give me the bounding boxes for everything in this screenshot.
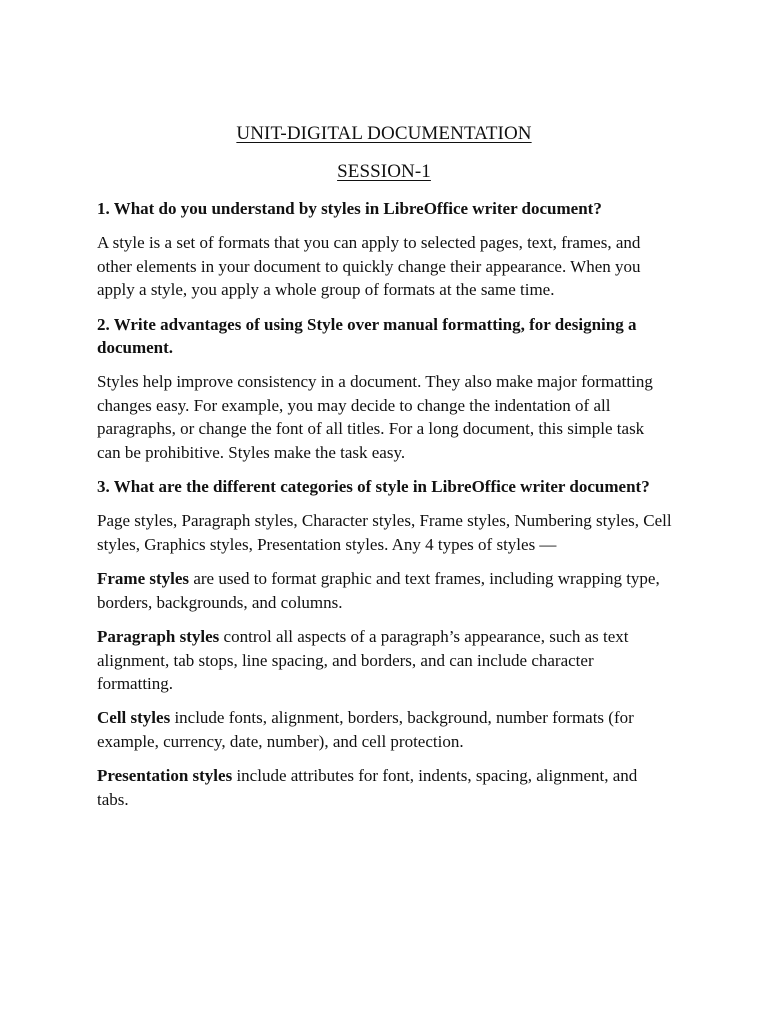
question-3: 3. What are the different categories of style in LibreOffice writer document? [97,477,650,497]
cell-styles-paragraph [97,706,672,753]
question-1: 1. What do you understand by styles in LibreOffice writer document? [97,199,602,218]
paragraph-styles-description: control all aspects of a paragraph’s appearance, such as text alignment, tab stops, line spacing, and borders, and can include character formatting. [97,627,629,693]
presentation-styles-term: Presentation styles [97,766,233,786]
document-title: UNIT-DIGITAL DOCUMENTATION [236,123,532,144]
paragraph-styles-term: Paragraph styles [97,627,220,647]
answer-2: Styles help improve consistency in a document. They also make major formatting changes easy. For example, you may decide to change the indentation of all paragraphs, or change the font of all titles. For a long document, this simple task can be prohibitive. Styles make the task easy. [97,372,653,462]
presentation-styles-description: include attributes for font, indents, spacing, alignment, and tabs. [97,766,638,809]
frame-styles-term: Frame styles [97,569,190,589]
answer-1: A style is a set of formats that you can apply to selected pages, text, frames, and other elements in your document to quickly change their appearance. When you apply a style, you apply a whole group of formats at the same time. [97,233,641,300]
paragraph-styles-paragraph [97,625,672,695]
question-2: 2. Write advantages of using Style over manual formatting, for designing a document. [97,314,637,358]
answer-3: Page styles, Paragraph styles, Character styles, Frame styles, Numbering styles, Cell styles, Graphics styles, Presentation styles. Any 4 types of styles — [97,511,672,554]
document-body [97,197,672,822]
session-heading: SESSION-1 [337,161,431,182]
frame-styles-description: are used to format graphic and text frames, including wrapping type, borders, backgrounds, and columns. [97,569,660,612]
cell-styles-term: Cell styles [97,708,171,728]
cell-styles-description: include fonts, alignment, borders, background, number formats (for example, currency, date, number), and cell protection. [97,708,634,751]
presentation-styles-paragraph [97,764,672,811]
frame-styles-paragraph [97,567,672,614]
